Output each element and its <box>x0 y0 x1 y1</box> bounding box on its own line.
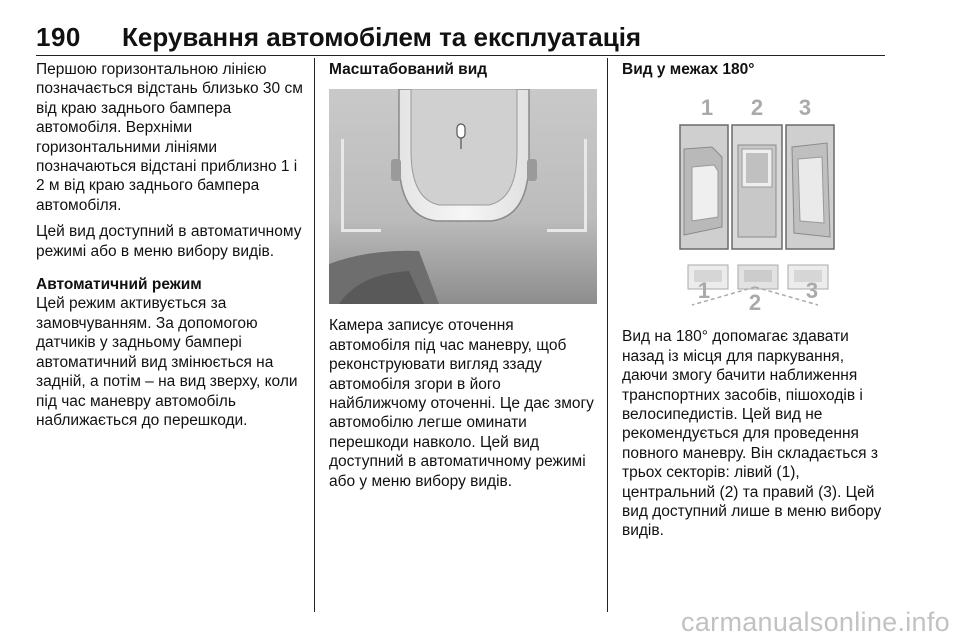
header-rule <box>36 55 885 56</box>
column-2 <box>329 60 597 498</box>
column-3 <box>622 60 887 548</box>
scaled-view-illustration <box>329 89 597 304</box>
paragraph-180-view: Вид на 180° допомагає здавати назад із місця для паркування, даючи змогу бачити наближення транспортних засобів, пішоходів і велосипедистів. Цей вид не рекомендується для проведення повного маневру. Він складається з трьох секторів: лівий (1), центральний (2) та правий (3). Цей вид доступний лише в меню вибору видів. <box>622 328 882 540</box>
sector-label-top-3: 3 <box>798 95 812 121</box>
page-number: 190 <box>36 22 81 52</box>
sector-label-bottom-1: 1 <box>697 282 711 303</box>
heading-180-view: Вид у межах 180° <box>622 61 755 78</box>
paragraph-availability: Цей вид доступний в автоматичному режимі або в меню вибору видів. <box>36 223 302 260</box>
sector-label-bottom-2: 2 <box>748 290 762 312</box>
paragraph-auto-mode: Цей режим активується за замовчуванням. За допомогою датчиків у задньому бампері автоматичний вид змінюється на задній, а потім – на вид зверху, коли під час маневру автомобіль наближається до перешкоди. <box>36 295 298 429</box>
column-divider-2 <box>607 58 608 612</box>
view-180-illustration <box>622 87 887 307</box>
paragraph-lines-distance: Першою горизонтальною лінією позначається відстань близько 30 см від краю заднього бампера автомобіля. Верхніми горизонтальними лініями позначаються відстані приблизно 1 і 2 м від краю заднього бампера автомобіля. <box>36 61 303 214</box>
paragraph-scaled-view: Камера записує оточення автомобіля під час маневру, щоб реконструювати вигляд ззаду автомобіля згори в його найближчому оточенні. Це дає змогу автомобілю легше оминати перешкоди навколо. Цей вид доступний в автоматичному режимі або у меню вибору видів. <box>329 317 594 490</box>
column-1 <box>36 60 304 437</box>
watermark: carmanualsonline.info <box>681 607 950 637</box>
sector-label-top-2: 2 <box>750 95 764 121</box>
sector-label-top-1: 1 <box>700 95 714 121</box>
column-divider-1 <box>314 58 315 612</box>
view-180-bottom-labels <box>622 282 887 312</box>
heading-auto-mode: Автоматичний режим <box>36 276 202 294</box>
page-header <box>36 20 884 54</box>
heading-scaled-view: Масштабований вид <box>329 61 488 78</box>
sector-label-bottom-3: 3 <box>805 282 819 303</box>
chapter-title: Керування автомобілем та експлуатація <box>122 22 642 52</box>
